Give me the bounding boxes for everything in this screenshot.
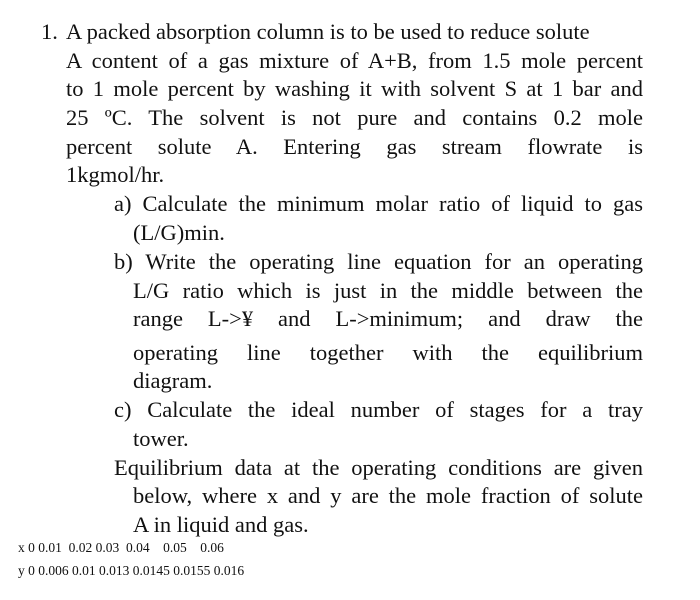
- part-b-line: operating line together with the equilibrium: [133, 340, 643, 365]
- equilibrium-line: below, where x and y are the mole fraction of solute: [133, 483, 643, 508]
- equilibrium-line: Equilibrium data at the operating conditions are given: [114, 455, 643, 480]
- part-b-line: diagram.: [133, 368, 213, 393]
- equilibrium-x-row: x 0 0.01 0.02 0.03 0.04 0.05 0.06: [18, 540, 224, 555]
- intro-line: percent solute A. Entering gas stream flowrate is: [66, 134, 643, 159]
- part-b-line: L/G ratio which is just in the middle between the: [133, 278, 643, 303]
- part-b-line: range L->¥ and L->minimum; and draw the: [133, 306, 643, 331]
- part-c-line: tower.: [133, 426, 189, 451]
- intro-line: 1kgmol/hr.: [66, 162, 165, 187]
- equilibrium-y-row: y 0 0.006 0.01 0.013 0.0145 0.0155 0.016: [18, 563, 245, 578]
- equilibrium-line: A in liquid and gas.: [133, 512, 309, 537]
- part-c-line: c) Calculate the ideal number of stages for a tray: [114, 397, 643, 422]
- part-a-line: (L/G)min.: [133, 220, 225, 245]
- intro-line: to 1 mole percent by washing it with solvent S at 1 bar and: [66, 76, 643, 101]
- problem-number: 1.: [41, 19, 58, 44]
- part-a-line: a) Calculate the minimum molar ratio of liquid to gas: [114, 191, 643, 216]
- intro-line: 25 ºC. The solvent is not pure and contains 0.2 mole: [66, 105, 643, 130]
- intro-line: A packed absorption column is to be used to reduce solute: [66, 19, 590, 44]
- part-b-line: b) Write the operating line equation for an operating: [114, 249, 643, 274]
- intro-line: A content of a gas mixture of A+B, from 1.5 mole percent: [66, 48, 643, 73]
